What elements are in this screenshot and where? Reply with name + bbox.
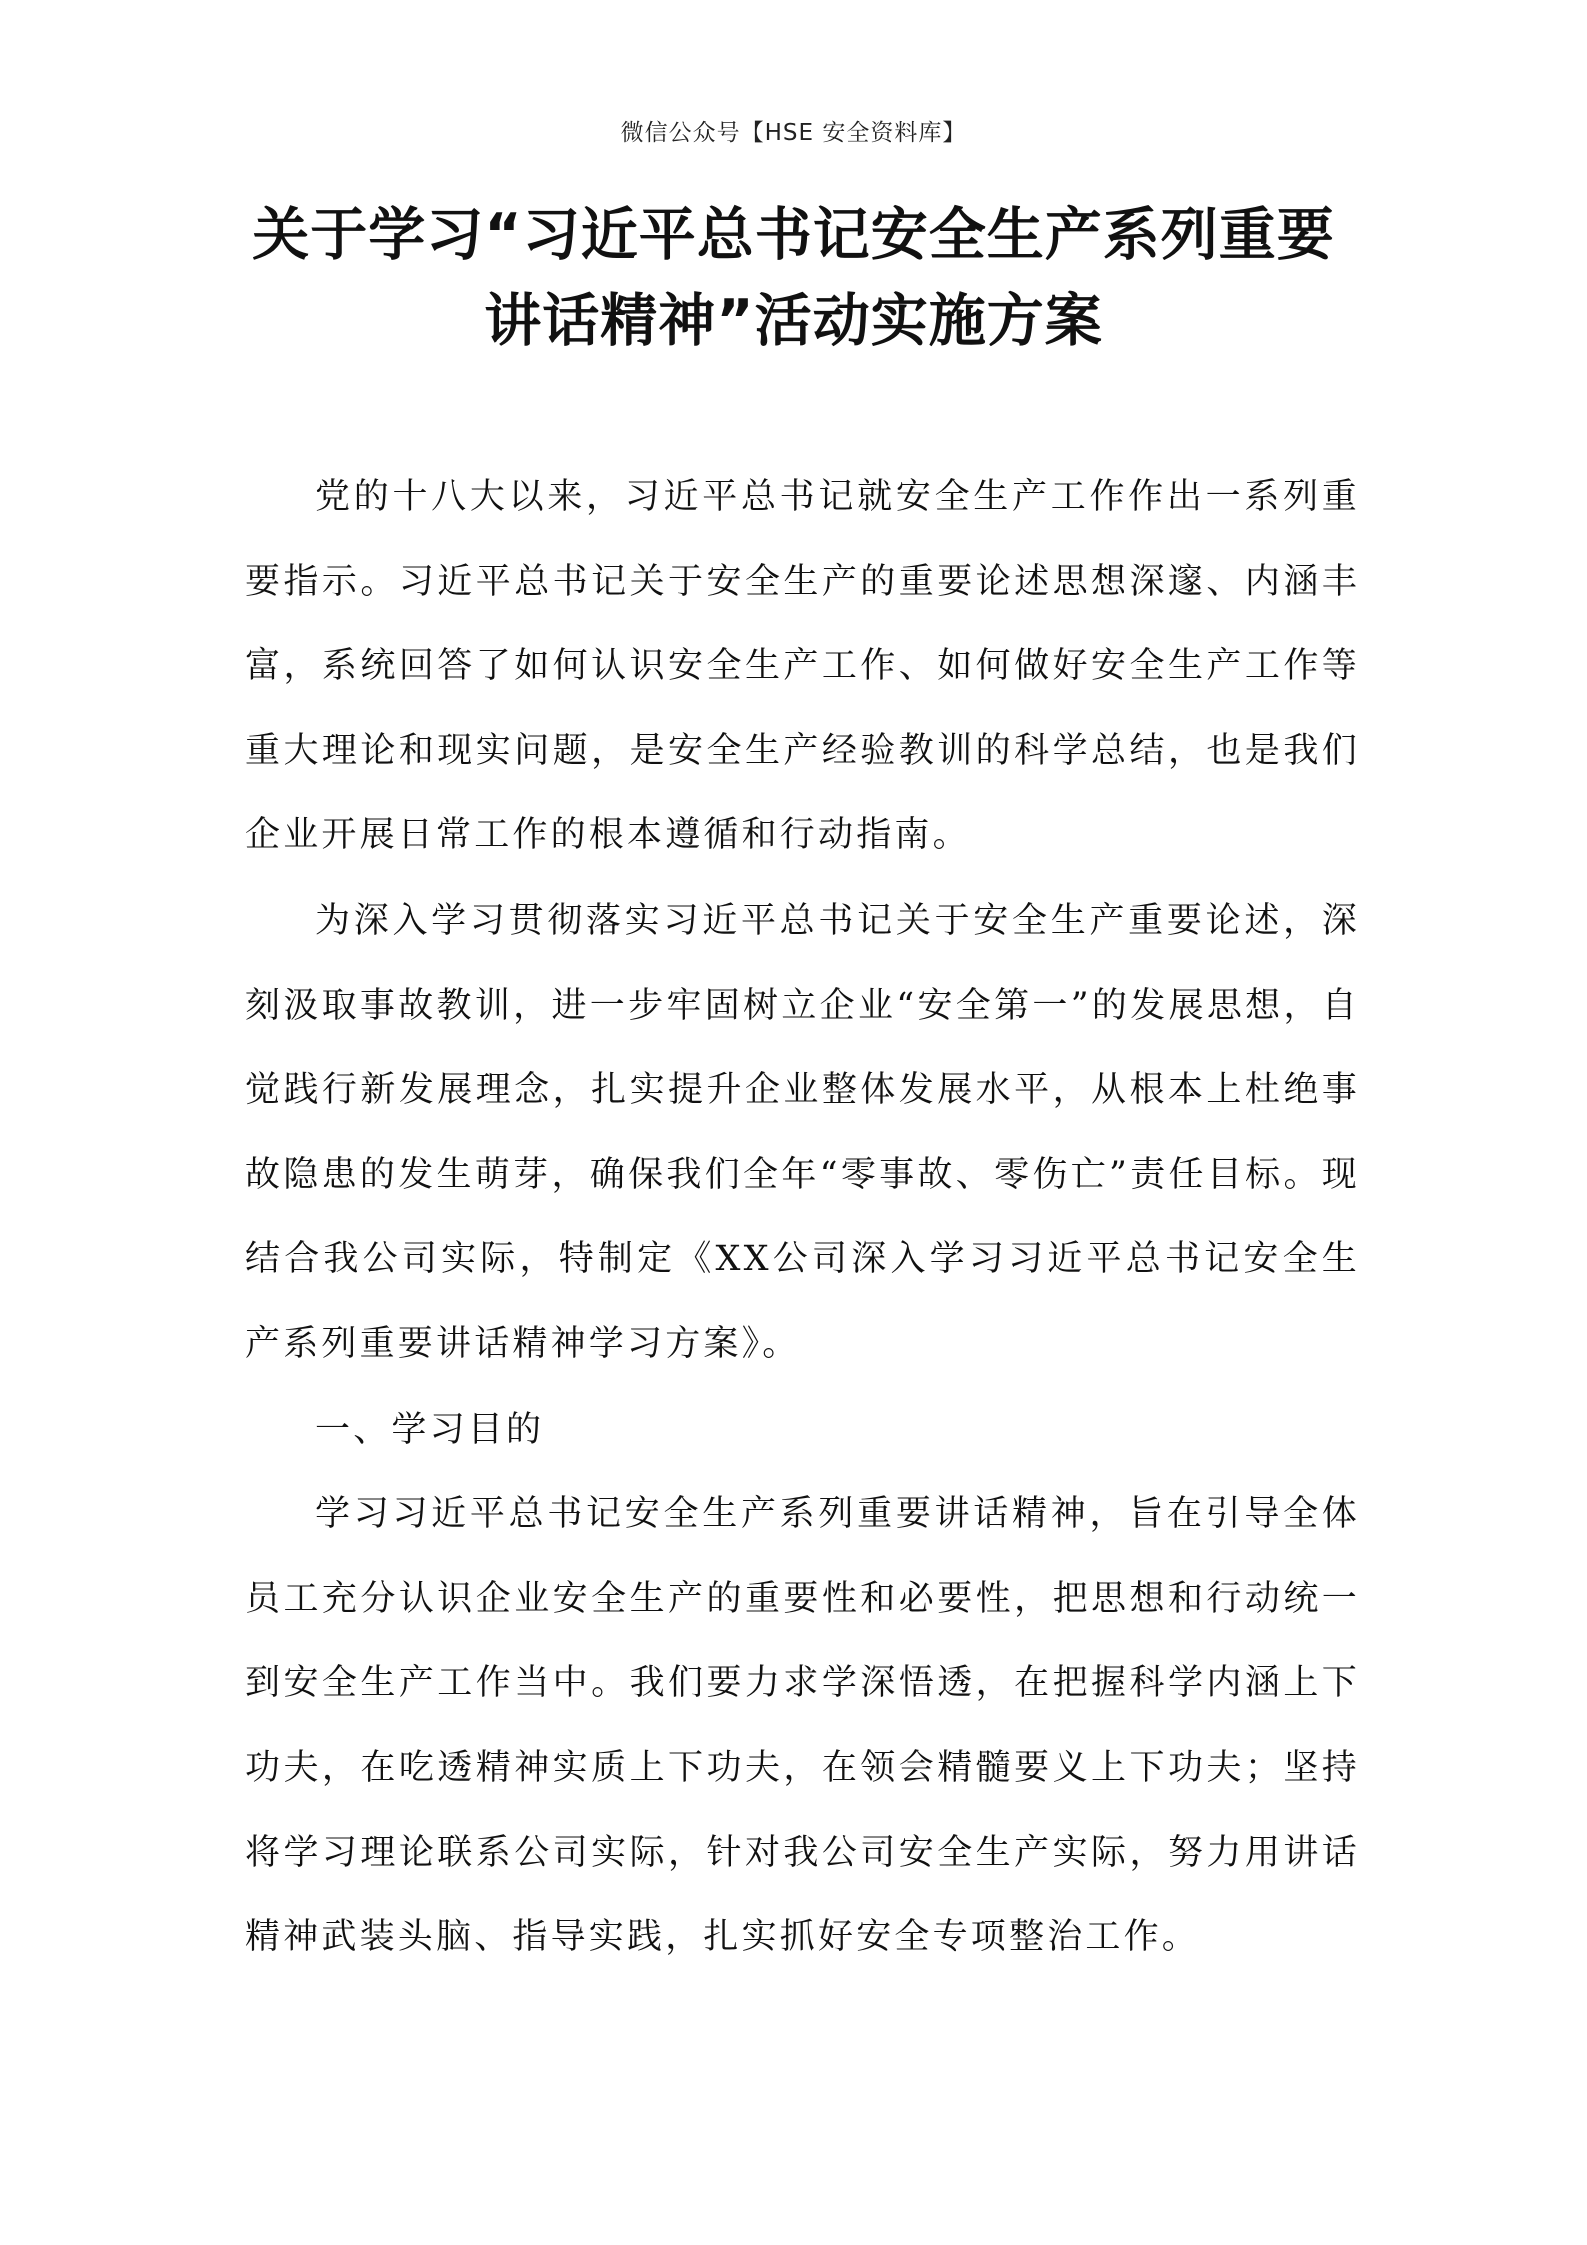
paragraph-learning-goals: 学习习近平总书记安全生产系列重要讲话精神，旨在引导全体员工充分认识企业安全生产的重要性和必要性，把思想和行动统一到安全生产工作当中。我们要力求学深悟透，在把握科学内涵上下功夫，在吃透精神实质上下功夫，在领会精髓要义上下功夫；坚持将学习理论联系公司实际，针对我公司安全生产实际，努力用讲话精神武装头脑、指导实践，扎实抓好安全专项整治工作。 xyxy=(245,1494,1360,1958)
paragraph-purpose: 为深入学习贯彻落实习近平总书记关于安全生产重要论述，深刻汲取事故教训，进一步牢固树立企业“安全第一”的发展思想，自觉践行新发展理念，扎实提升企业整体发展水平，从根本上杜绝事故隐患的发生萌芽，确保我们全年“零事故、零伤亡”责任目标。现结合我公司实际，特制定《XX公司深入学习习近平总书记安全生产系列重要讲话精神学习方案》。 xyxy=(245,900,1360,1364)
section-heading-learning-goals: 一、学习目的 xyxy=(315,1409,545,1450)
title-line-2: 讲话精神”活动实施方案 xyxy=(484,288,1103,354)
title-line-1: 关于学习“习近平总书记安全生产系列重要 xyxy=(252,202,1335,268)
paragraph-intro: 党的十八大以来，习近平总书记就安全生产工作作出一系列重要指示。习近平总书记关于安全生产的重要论述思想深邃、内涵丰富，系统回答了如何认识安全生产工作、如何做好安全生产工作等重大理论和现实问题，是安全生产经验教训的科学总结，也是我们企业开展日常工作的根本遵循和行动指南。 xyxy=(245,477,1360,856)
document-title xyxy=(220,192,1367,364)
source-note: 微信公众号【HSE 安全资料库】 xyxy=(620,120,967,146)
document-body xyxy=(245,455,1360,1981)
